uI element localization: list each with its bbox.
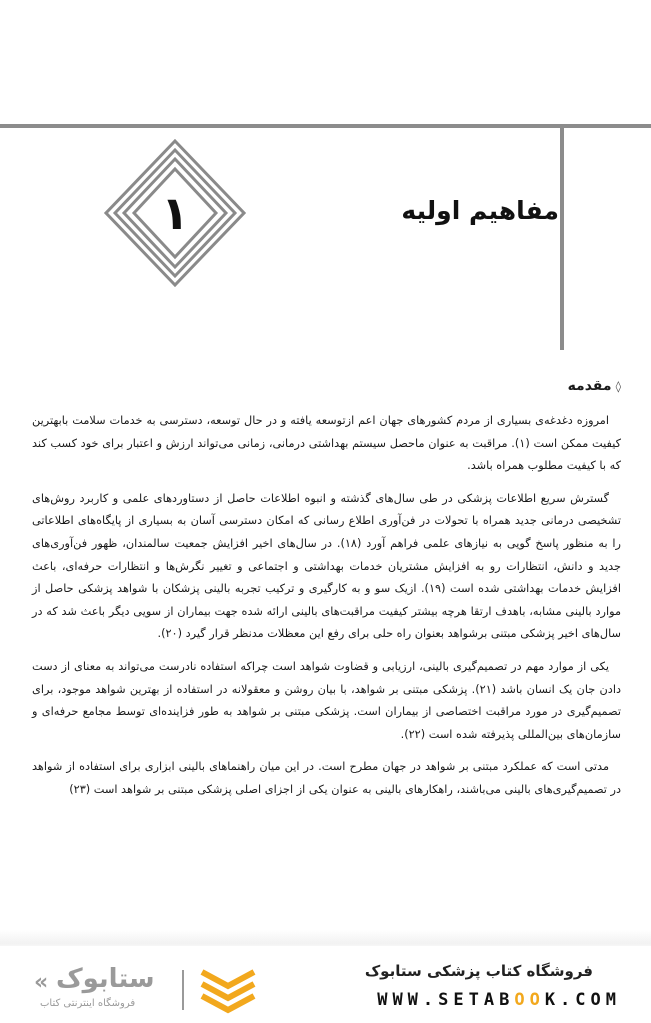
body-text: [32, 410, 621, 812]
store-name: فروشگاه کتاب پزشکی ستابوک: [364, 962, 593, 980]
book-chevron-icon: [196, 966, 260, 1014]
url-part: WWW.SETAB: [377, 990, 515, 1010]
chevrons-icon: «: [34, 970, 49, 995]
url-part: K.COM: [544, 990, 621, 1010]
paragraph: مدتی است که عملکرد مبتنی بر شواهد در جهان مطرح است. در این میان راهنماهای بالینی ابزاری برای استفاده از شواهد در تصمیم‌گیری‌های بالینی می‌باشند، راهکارهای بالینی به عنوان یکی از اجزای اصلی پزشکی مبتنی بر شواهد است (۲۳): [32, 760, 621, 796]
chapter-number-badge: [104, 139, 246, 287]
paragraph: یکی از موارد مهم در تصمیم‌گیری بالینی، ارزیابی و قضاوت شواهد است چراکه استفاده نادرست می‌تواند به معنای از دست دادن جان یک انسان باشد (۲۱). پزشکی مبتنی بر شواهد، با بیان روشن و معقولانه در استفاده از بهترین شواهد موجود، برای تصمیم‌گیری در مورد مراقبت اختصاصی از بیماران است. پزشکی مبتنی بر شواهد به طور فزاینده‌ای توسط مجامع حرفه‌ای و سازمان‌های بین‌المللی پذیرفته شده است (۲۲).: [32, 659, 621, 741]
logo-tagline: فروشگاه اینترنتی کتاب: [40, 998, 136, 1009]
url-accent: OO: [514, 990, 545, 1010]
section-heading-text: مقدمه: [567, 378, 612, 394]
header-vertical-rule: [560, 124, 564, 350]
chapter-number: ۱: [160, 186, 190, 240]
paragraph: امروزه دغدغه‌ی بسیاری از مردم کشورهای جهان اعم ازتوسعه یافته و در حال توسعه، دسترسی به خدمات سلامت بابهترین کیفیت ممکن است (۱). مراقبت به عنوان ماحصل سیستم بهداشتی درمانی، زمانی می‌تواند ارزش و اعتبار برای خود کسب کند که با کیفیت مطلوب همراه باشد.: [32, 414, 621, 473]
logo-separator: [182, 970, 184, 1010]
header-rule: [0, 124, 651, 128]
store-url[interactable]: [377, 990, 621, 1010]
logo-wordmark: ستابوک: [56, 964, 155, 994]
setabook-logo: [34, 964, 264, 1016]
section-heading: [568, 378, 621, 394]
diamond-bullet-icon: ◊: [615, 379, 621, 393]
chapter-title: مفاهیم اولیه: [401, 196, 559, 225]
paragraph: گسترش سریع اطلاعات پزشکی در طی سال‌های گذشته و انبوه اطلاعات حاصل از دستاوردهای علمی و کاربرد روش‌های تشخیصی درمانی جدید همراه با تحولات در فن‌آوری اطلاع رسانی که امکان دسترسی آسان به بسیاری از پایگاه‌های اطلاعاتی را به منظور پاسخ گویی به نیازهای علمی فراهم آورد (۱۸). در سال‌های اخیر افزایش جمعیت سالمندان، ظهور فن‌آوری‌های جدید و دانش، انتظارات رو به افزایش مشتریان خدمات بهداشتی و اجتماعی و تغییر نگرش‌ها و انتظارات حرفه‌ای، باعث افزایش خدمات بهداشتی شده است (۱۹). ازیک سو و به کارگیری و ترکیب تجربه بالینی پزشکان با شواهد پزشکی حاصل از موارد بالینی مشابه، باهدف ارتقا هرچه بیشتر کیفیت مراقبت‌های بالینی ارائه شده جهت بیماران از سویی دیگر باعث شد که در سال‌های اخیر پزشکی مبتنی برشواهد بعنوان راه حلی برای رفع این معظلات مدنظر قرار گیرد (۲۰).: [32, 491, 621, 641]
